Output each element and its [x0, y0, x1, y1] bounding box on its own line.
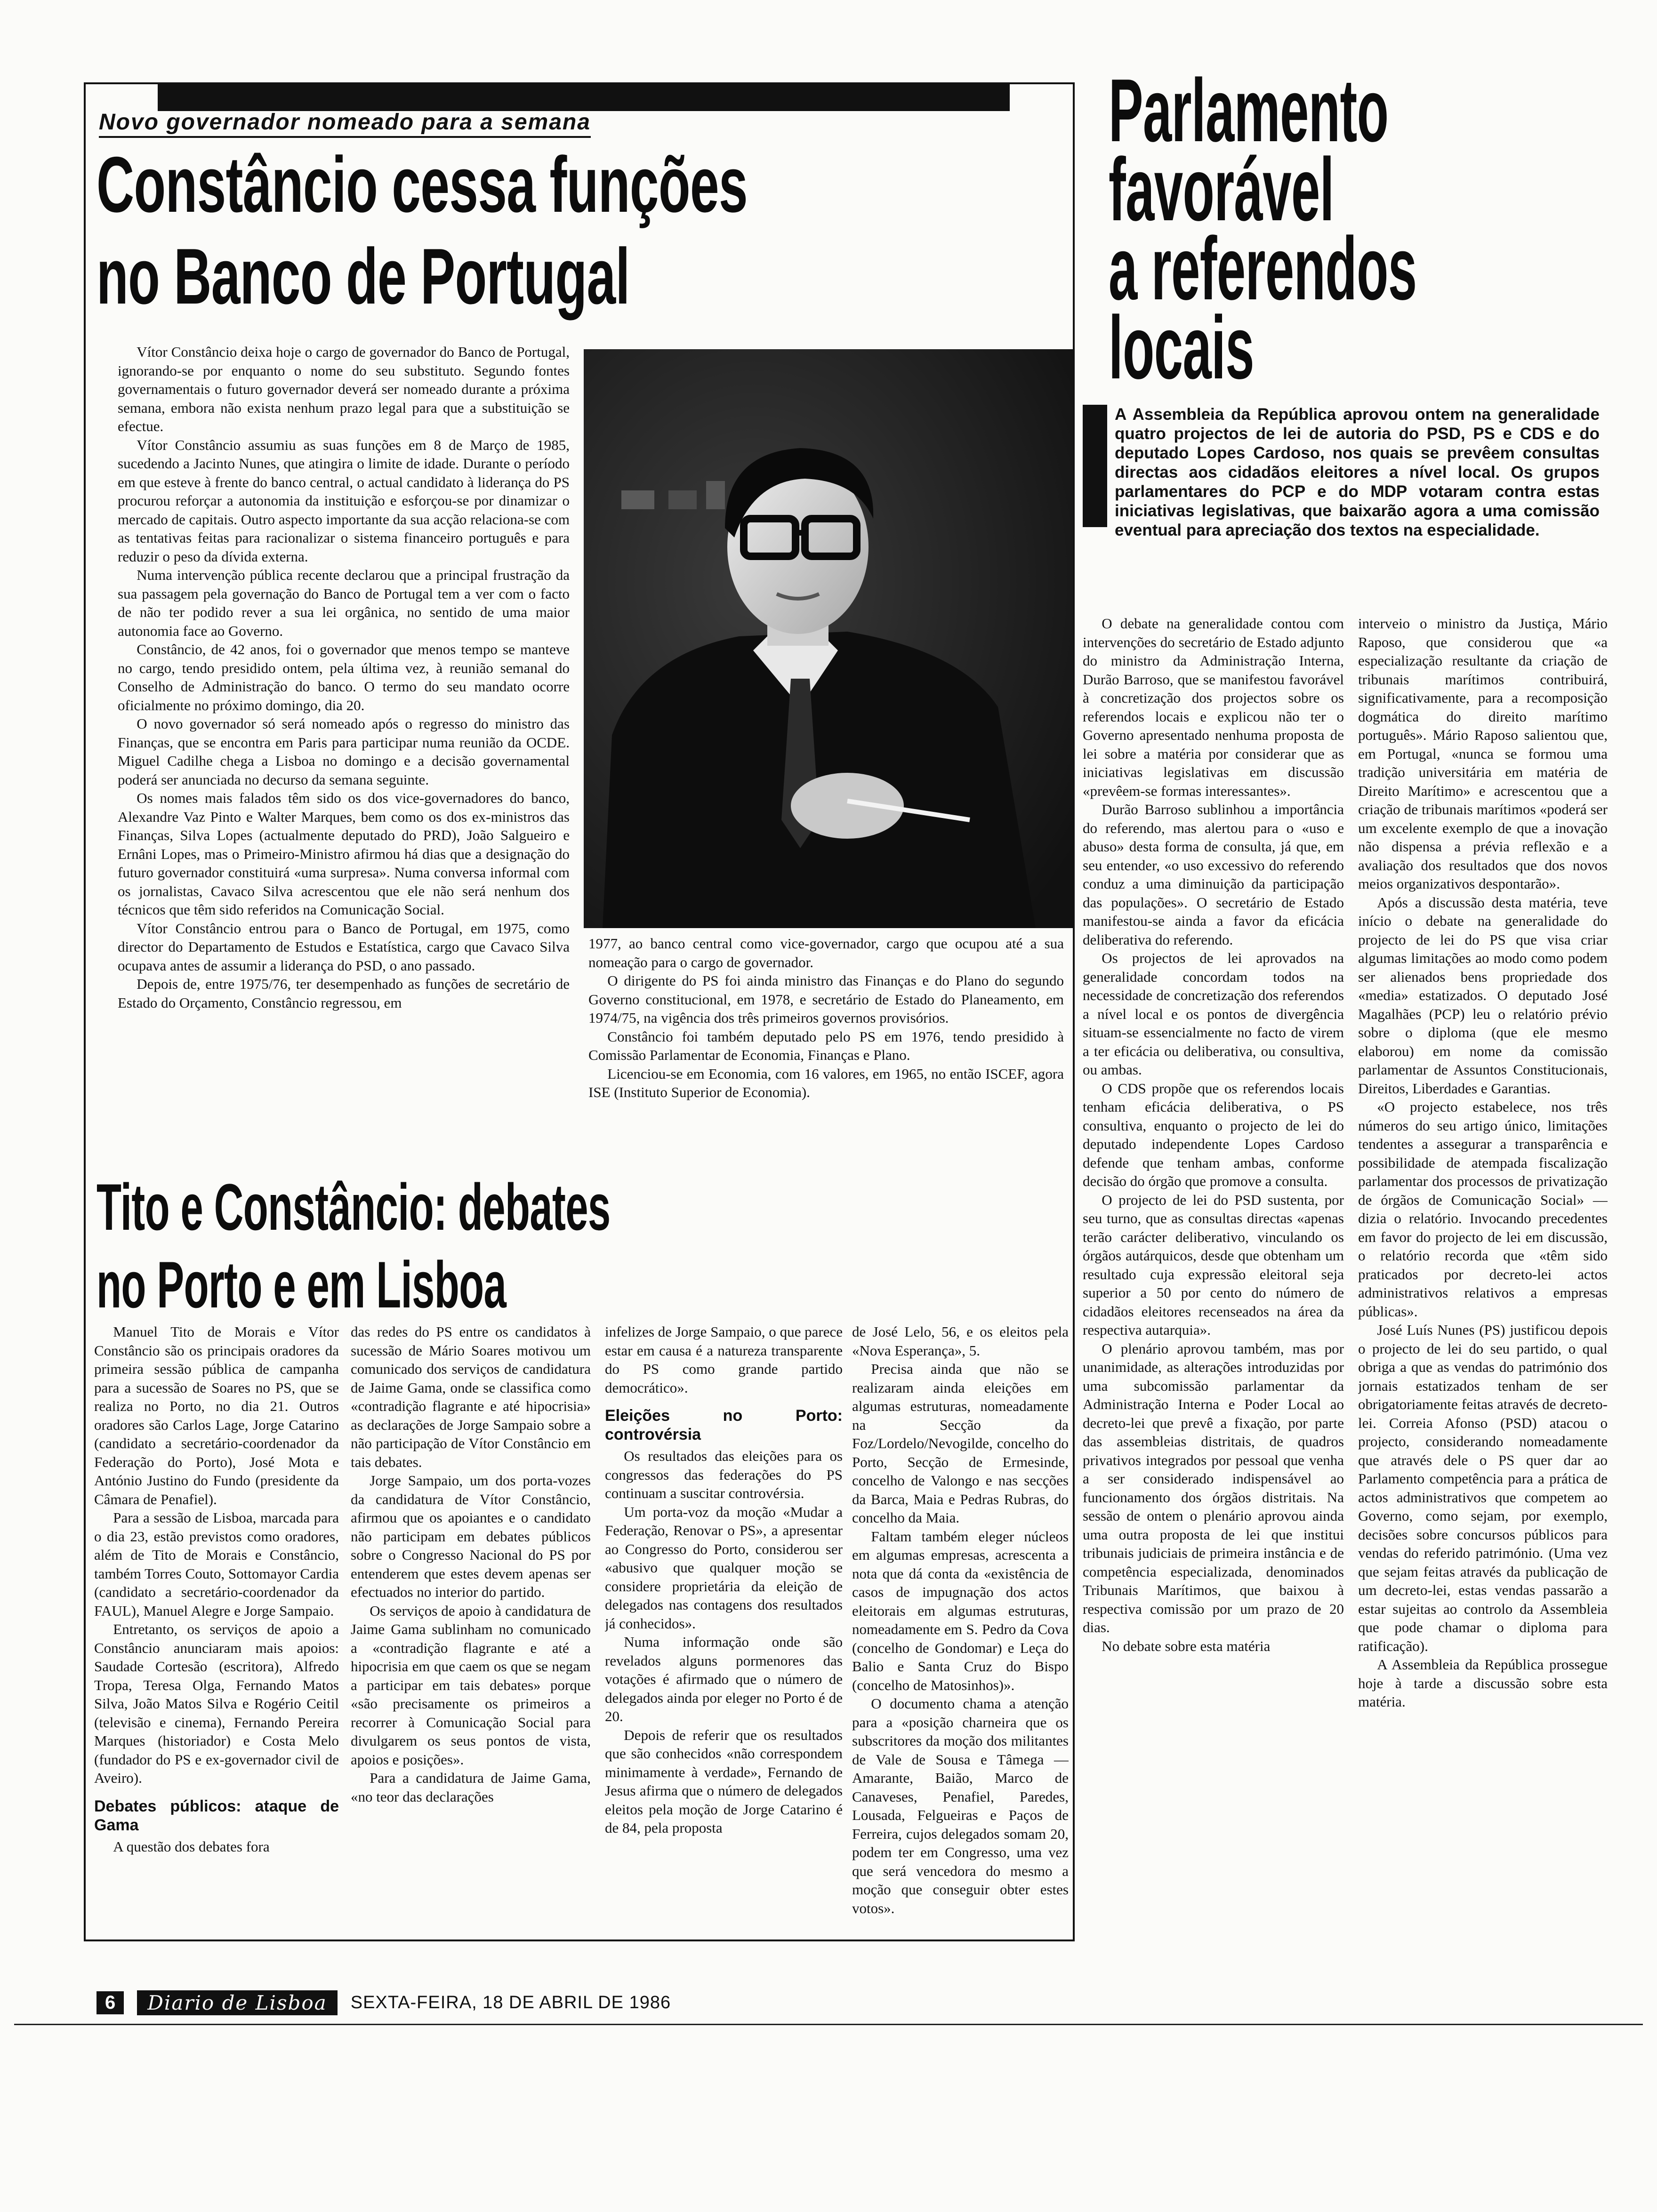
- headline-parlamento-line3: a referendos: [1109, 219, 1417, 319]
- lead-drop-bar: [1083, 405, 1107, 527]
- headline-tito-line1: Tito e Constâncio: debates: [97, 1170, 611, 1244]
- headline-parlamento-line2: favorável: [1109, 140, 1334, 240]
- paragraph: José Luís Nunes (PS) justificou depois o projecto de lei do seu partido, o qual obriga a que as vendas do património dos jornais estatizados tenham de ser obrigatoriamente feitas através de decreto-lei. Correia Afonso (PSD) atacou o projecto, considerando nomeadamente que através dele o PS quer dar ao Parlamento competência para a prática de actos administrativos que competem ao Governo, como sejam, por exemplo, decisões sobre concursos públicos para vendas do referido património. (Uma vez que sejam feitas através da publicação de um decreto-lei, estas vendas passarão a estar sujeitas ao controlo da Assembleia que pode chamar o diploma para ratificação).: [1358, 1322, 1608, 1654]
- paragraph: Numa intervenção pública recente declarou que a principal frustração da sua passagem pela governação do Banco de Portugal tem a ver com o facto de não ter podido rever a sua lei orgânica, no sentido de uma maior autonomia face ao Governo.: [118, 567, 570, 639]
- headline-parlamento-line1: Parlamento: [1109, 61, 1389, 160]
- paragraph: O plenário aprovou também, mas por unanimidade, as alterações introduzidas por uma subcomissão parlamentar da Administração Interna e Poder Local ao decreto-lei que prevê a fixação, por parte das assembleias distritais, de quadros privativos integrados por pessoal que venha a ser considerado indispensável ao funcionamento dos órgãos distritais. Na sessão de ontem o plenário aprovou ainda uma outra proposta de lei que institui tribunais judiciais de primeira instância e de competência especializada, denominados Tribunais Marítimos, que baixou à respectiva comissão por um prazo de 20 dias.: [1083, 1340, 1344, 1635]
- paragraph: Jorge Sampaio, um dos porta-vozes da candidatura de Vítor Constâncio, afirmou que os apoiantes e o candidato não participam em debates públicos sobre o Congresso Nacional do PS por entenderem que estes devem apenas ser efectuados no interior do partido.: [351, 1472, 591, 1600]
- paragraph: interveio o ministro da Justiça, Mário Raposo, que considerou que «a especialização resultante da criação de tribunais marítimos contribuirá, significativamente, para a recomposição dogmática do direito marítimo português». Mário Raposo salientou que, em Portugal, «nunca se formou uma tradição universitária em matéria de Direito Marítimo» e acrescentou que a criação de tribunais marítimos «poderá ser um excelente exemplo de que a inovação não dispensa a prévia reflexão e a avaliação dos resultados que dos novos meios organizativos despontarão».: [1358, 615, 1608, 892]
- header-bar: [158, 84, 1010, 111]
- masthead-logo: Diario de Lisboa: [137, 1990, 337, 2015]
- paragraph: 1977, ao banco central como vice-governador, cargo que ocupou até a sua nomeação para o cargo de governador.: [588, 935, 1064, 970]
- paragraph: Licenciou-se em Economia, com 16 valores, em 1965, no então ISCEF, agora ISE (Instituto Superior de Economia).: [588, 1065, 1064, 1100]
- paragraph: O dirigente do PS foi ainda ministro das Finanças e do Plano do segundo Governo constitucional, em 1978, e secretário de Estado do Planeamento, em 1974/75, na vigência dos três primeiros governos provisórios.: [588, 972, 1064, 1026]
- paragraph: A questão dos debates fora: [113, 1838, 270, 1855]
- kicker: Novo governador nomeado para a semana: [99, 109, 591, 138]
- paragraph: de José Lelo, 56, e os eleitos pela «Nova Esperança», 5.: [852, 1323, 1069, 1359]
- headline-constancio-line2: no Banco de Portugal: [97, 232, 630, 321]
- paragraph: Os projectos de lei aprovados na generalidade concordam todos na necessidade de concretização dos referendos a nível local e os pontos de divergência situam-se essencialmente no facto de virem a ter eficácia ou deliberativa, ou consultiva, ou ambas.: [1083, 950, 1344, 1078]
- paragraph: No debate sobre esta matéria: [1102, 1637, 1271, 1654]
- paragraph: Vítor Constâncio entrou para o Banco de Portugal, em 1975, como director do Departamento de Estudos e Estatística, cargo que Cavaco Silva ocupava antes de assumir a liderança do PSD, o ano passado.: [118, 920, 570, 974]
- headline-constancio-line1: Constâncio cessa funções: [97, 140, 748, 229]
- page-number: 6: [97, 1991, 124, 2014]
- paragraph: Precisa ainda que não se realizaram ainda eleições em algumas estruturas, nomeadamente na Secção da Foz/Lordelo/Nevogilde, concelho do Porto, Secção de Ermesinde, concelho de Valongo e nas secções da Barca, Maia e Pedras Rubras, do concelho da Maia.: [852, 1361, 1069, 1526]
- paragraph: Vítor Constâncio assumiu as suas funções em 8 de Março de 1985, sucedendo a Jacinto Nunes, que atingira o limite de idade. Durante o período em que esteve à frente do banco central, o actual candidato à liderança do PS procurou reforçar a autonomia da instituição e esforçou-se por dinamizar o mercado de capitais. Outro aspecto importante da sua acção relaciona-se com as tentativas feitas para racionalizar o sistema financeiro português e para reduzir o peso da dívida externa.: [118, 436, 570, 565]
- paragraph: Manuel Tito de Morais e Vítor Constâncio são os principais oradores da primeira sessão pública de campanha para a sucessão de Soares no PS, que se realiza no Porto, no dia 21. Outros oradores são Carlos Lage, Jorge Catarino (candidato a secretário-coordenador da Federação do Porto), José Mota e António Justino do Fundo (presidente da Câmara de Penafiel).: [94, 1323, 339, 1507]
- paragraph: O projecto de lei do PSD sustenta, por seu turno, que as consultas directas «apenas terão carácter deliberativo, vinculando os órgãos autárquicos, desde que obtenham um resultado cuja expressão eleitoral seja superior a 50 por cento do número de cidadãos eleitores recenseados na área da respectiva autarquia».: [1083, 1191, 1344, 1338]
- paragraph: Durão Barroso sublinhou a importância do referendo, mas alertou para o «uso e abuso» desta forma de consulta, já que, em seu entender, «o uso excessivo do referendo conduz a uma diminuição da participação das populações». O secretário de Estado manifestou-se ainda a favor da eficácia deliberativa do referendo.: [1083, 801, 1344, 948]
- lead-paragraph: A Assembleia da República aprovou ontem na generalidade quatro projectos de lei de autoria do PSD, PS e CDS e do deputado Lopes Cardoso, nos quais se prevêem consultas directas aos cidadãos eleitores a nível local. Os grupos parlamentares do PCP e do MDP votaram contra estas iniciativas legislativas, que baixarão agora a uma comissão eventual para apreciação dos textos na especialidade.: [1115, 405, 1600, 539]
- paragraph: infelizes de Jorge Sampaio, o que parece estar em causa é a natureza transparente do PS como grande partido democrático».: [605, 1323, 843, 1396]
- paragraph: Numa informação onde são revelados alguns pormenores das votações é afirmado que o número de delegados ainda por eleger no Porto é de 20.: [605, 1634, 843, 1724]
- headline-tito-line2: no Porto e em Lisboa: [97, 1248, 507, 1322]
- paragraph: Os nomes mais falados têm sido os dos vice-governadores do banco, Alexandre Vaz Pinto e Walter Marques, bem como os dos ex-ministros das Finanças, Silva Lopes (actualmente deputado do PRD), João Salgueiro e Ernâni Lopes, mas o Primeiro-Ministro afirmou há dias que a designação do futuro governador constituirá «uma surpresa». Numa conversa informal com os jornalistas, Cavaco Silva acrescentou que ele não será nenhum dos técnicos que têm sido referidos na Comunicação Social.: [118, 790, 570, 918]
- article2-column-3: [605, 1322, 843, 1948]
- article3-column-2: [1358, 614, 1608, 1970]
- paragraph: A Assembleia da República prossegue hoje à tarde a discussão sobre esta matéria.: [1358, 1656, 1608, 1710]
- page-footer: [97, 1988, 671, 2017]
- paragraph: O novo governador só será nomeado após o regresso do ministro das Finanças, que se encontra em Paris para participar numa reunião da OCDE. Miguel Cadilhe chega a Lisboa no domingo e a decisão governamental poderá ser anunciada no decurso da semana seguinte.: [118, 715, 570, 788]
- portrait-photo: [584, 349, 1073, 928]
- paragraph: Faltam também eleger núcleos em algumas empresas, acrescenta a nota que dá conta da «existência de casos de impugnação dos actos eleitorais em algumas estruturas, nomeadamente em S. Pedro da Cova (concelho de Gondomar) e Leça do Balio e Santa Cruz do Bispo (concelho de Matosinhos)».: [852, 1528, 1069, 1693]
- paragraph: O CDS propõe que os referendos locais tenham eficácia deliberativa, o PS consultiva, enquanto o projecto de lei do deputado independente Lopes Cardoso defende que tenham ambas, conforme decisão do órgão que promove a consulta.: [1083, 1080, 1344, 1189]
- paragraph: das redes do PS entre os candidatos à sucessão de Mário Soares motivou um comunicado dos serviços de candidatura de Jaime Gama, onde se classifica como «contradição flagrante e até hipocrisia» as declarações de Jorge Sampaio sobre a não participação de Vítor Constâncio em tais debates.: [351, 1323, 591, 1470]
- paragraph: Para a sessão de Lisboa, marcada para o dia 23, estão previstos como oradores, além de Tito de Morais e Constâncio, também Torres Couto, Sottomayor Cardia (candidato a secretário-coordenador da FAUL), Manuel Alegre e Jorge Sampaio.: [94, 1509, 339, 1619]
- paragraph: Os resultados das eleições para os congressos das federações do PS continuam a suscitar controvérsia.: [605, 1448, 843, 1501]
- paragraph: Constâncio, de 42 anos, foi o governador que menos tempo se manteve no cargo, tendo presidido ontem, pela última vez, à reunião semanal do Conselho de Administração do banco. O termo do seu mandato ocorre oficialmente no próximo domingo, dia 20.: [118, 641, 570, 713]
- portrait-image: [584, 349, 1073, 928]
- paragraph: Depois de, entre 1975/76, ter desempenhado as funções de secretário de Estado do Orçamento, Constâncio regressou, em: [118, 976, 570, 1011]
- article3-column-1: [1083, 614, 1344, 1970]
- paragraph: O documento chama a atenção para a «posição charneira que os subscritores da moção dos militantes de Vale de Sousa e Tâmega — Amarante, Baião, Marco de Canaveses, Penafiel, Paredes, Lousada, Felgueiras e Paços de Ferreira, cujos delegados somam 20, podem ter em Congresso, uma vez que será vencedora do mesmo a moção que conseguir obter estes votos».: [852, 1695, 1069, 1916]
- bottom-rule: [14, 2024, 1643, 2025]
- paragraph: Para a candidatura de Jaime Gama, «no teor das declarações: [351, 1770, 591, 1805]
- paragraph: Vítor Constâncio deixa hoje o cargo de governador do Banco de Portugal, ignorando-se por enquanto o nome do seu substituto. Segundo fontes governamentais o futuro governador deverá ser nomeado durante a próxima semana, embora não exista nenhum prazo legal para que a substituição se efectue.: [118, 344, 570, 434]
- paragraph: Após a discussão desta matéria, teve início o debate na generalidade do projecto de lei do PS que visa criar algumas limitações ao modo como podem ser alienados bens propriedade dos «media» estatizados. O deputado José Magalhães (PCP) leu o relatório prévio sobre o diploma (que ele mesmo elaborou) em nome da comissão parlamentar de Assuntos Constitucionais, Direitos, Liberdades e Garantias.: [1358, 894, 1608, 1097]
- paragraph: «O projecto estabelece, nos três números do seu artigo único, limitações tendentes a assegurar a transparência e possibilidade de atempada fiscalização parlamentar dos processos de privatização de órgãos de Comunicação Social» — dizia o relatório. Invocando precedentes em favor do projecto de lei em discussão, o relatório recorda que «têm sido praticados por decreto-lei actos administrativos relativos a empresas públicas».: [1358, 1098, 1608, 1320]
- paragraph: Entretanto, os serviços de apoio a Constâncio anunciaram mais apoios: Saudade Cortesão (escritora), Alfredo Tropa, Teresa Olga, Fernando Matos Silva, João Matos Silva e Rogério Ceitil (televisão e cinema), Fernando Pereira Marques (historiador) e Costa Melo (fundador do PS e ex-governador civil de Aveiro).: [94, 1621, 339, 1786]
- article2-column-2: [351, 1322, 591, 1948]
- paragraph: Os serviços de apoio à candidatura de Jaime Gama sublinham no comunicado a «contradição flagrante e até a hipocrisia em que caem os que se negam a participar em tais debates» porque «são precisamente os primeiros a recorrer à Comunicação Social para divulgarem os seus pontos de vista, apoios e posições».: [351, 1602, 591, 1768]
- paragraph: O debate na generalidade contou com intervenções do secretário de Estado adjunto do ministro da Administração Interna, Durão Barroso, que se manifestou favorável à concretização dos projectos sobre os referendos locais e explicou não ter o Governo apresentado nenhuma proposta de lei sobre a matéria por considerar que as iniciativas legislativas em discussão «prevêem-se formas interessantes».: [1083, 615, 1344, 799]
- article1-column-2: [588, 934, 1064, 1160]
- headline-parlamento-line4: locais: [1109, 298, 1254, 398]
- publication-date: SEXTA-FEIRA, 18 DE ABRIL DE 1986: [350, 1992, 671, 2012]
- subheading-eleicoes: Eleições no Porto: controvérsia: [605, 1407, 843, 1443]
- article2-column-1: [94, 1322, 339, 1948]
- article2-column-4: [852, 1322, 1069, 1948]
- subheading-debates: Debates públicos: ataque de Gama: [94, 1797, 339, 1834]
- paragraph: Constâncio foi também deputado pelo PS em 1976, tendo presidido à Comissão Parlamentar de Economia, Finanças e Plano.: [588, 1028, 1064, 1063]
- paragraph: Depois de referir que os resultados que são conhecidos «não correspondem minimamente à verdade», Fernando de Jesus afirma que o número de delegados eleitos pela moção de Jorge Catarino é de 84, pela proposta: [605, 1726, 843, 1836]
- article1-column-1: [118, 343, 570, 1162]
- paragraph: Um porta-voz da moção «Mudar a Federação, Renovar o PS», a apresentar ao Congresso do Porto, considerou ser «abusivo que qualquer moção se considere proprietária da eleição de delegados nas contagens dos resultados já conhecidos».: [605, 1503, 843, 1632]
